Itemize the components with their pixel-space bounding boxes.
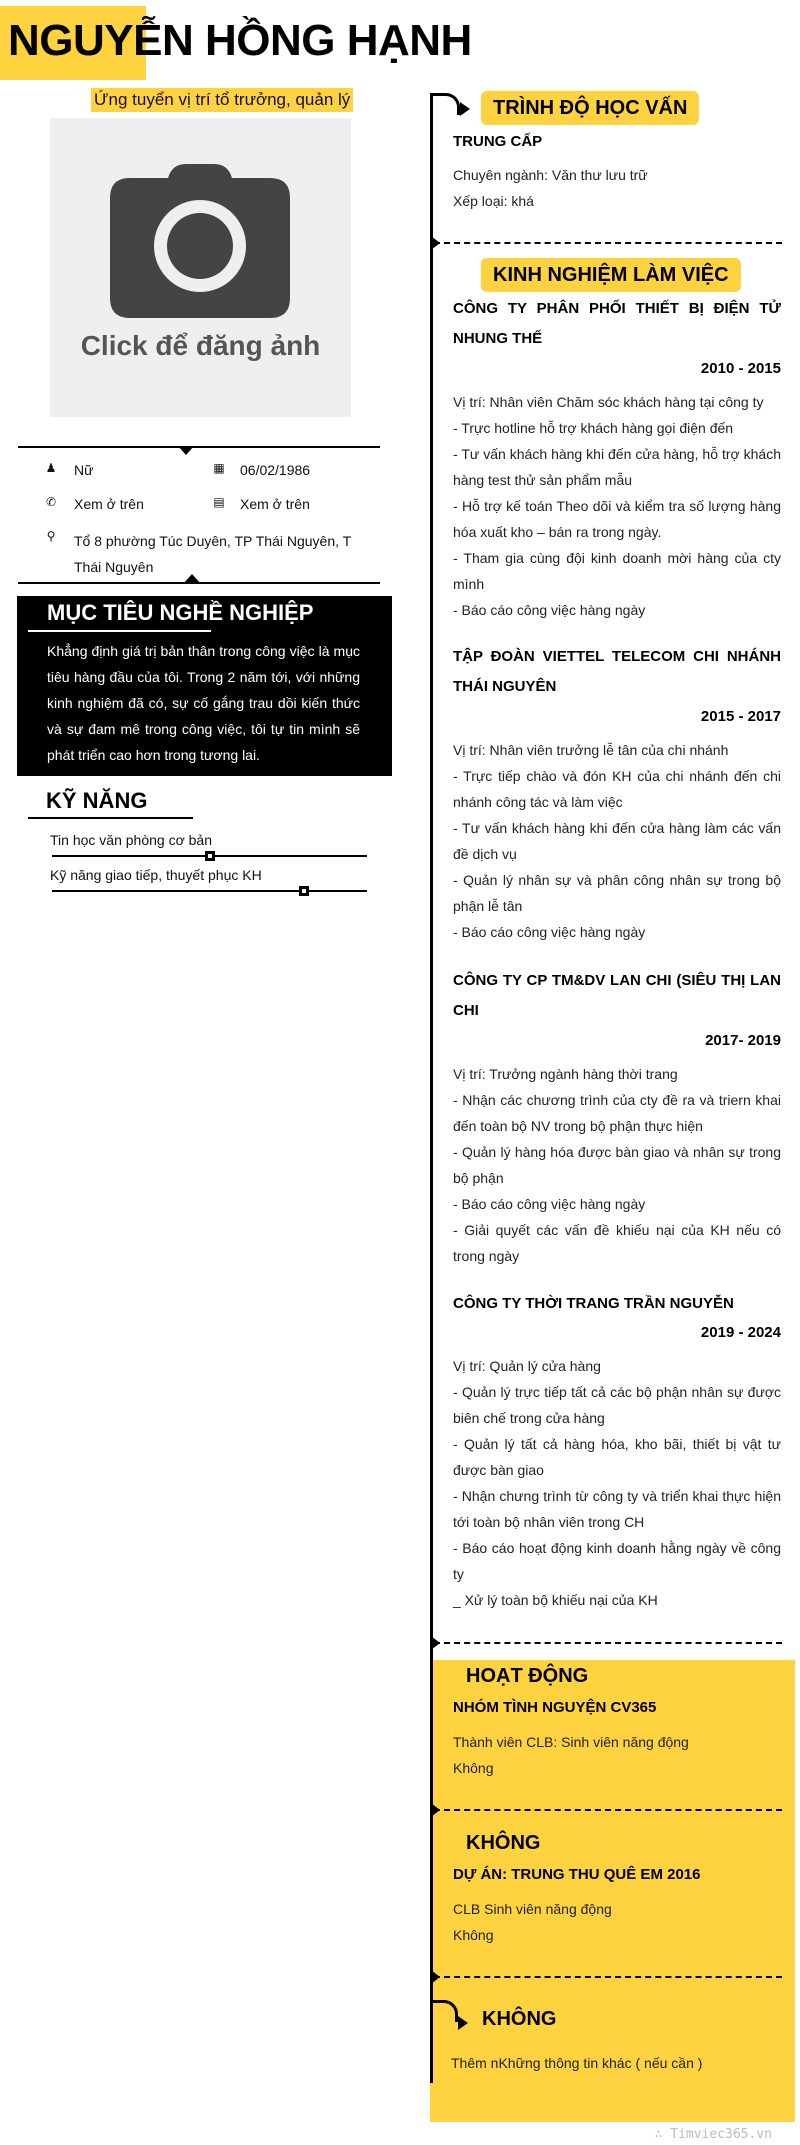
job-description	[453, 389, 781, 623]
photo-upload[interactable]	[50, 118, 351, 417]
activities-note: Không	[453, 1760, 494, 1776]
skills-underline	[28, 817, 193, 819]
job-description-line: _ Xử lý toàn bộ khiếu nại của KH	[453, 1592, 658, 1608]
gender-value: Nữ	[74, 462, 94, 478]
timeline-line	[430, 93, 433, 2083]
projects-title: KHÔNG	[466, 1832, 541, 1854]
job-description-line: - Tư vấn khách hàng khi đến cửa hàng làm các vấn đề dịch vụ	[453, 820, 781, 862]
skill-bar	[52, 890, 367, 892]
camera-icon	[110, 158, 290, 318]
job-description-line: Vị trí: Nhân viên trưởng lễ tân của chi nhánh	[453, 742, 729, 758]
projects-role: CLB Sinh viên năng động	[453, 1901, 612, 1917]
skill-name: Kỹ năng giao tiếp, thuyết phục KH	[50, 867, 262, 883]
applied-position: Ứng tuyển vị trí tổ trưởng, quản lý	[91, 88, 353, 112]
career-objective-underline	[28, 630, 211, 632]
job-description-line: - Quản lý nhân sự và phân công nhân sự trong bộ phận lễ tân	[453, 872, 781, 914]
timeline-arrow-top	[430, 93, 460, 115]
calendar-icon: ▦	[213, 461, 225, 475]
section-divider	[434, 242, 782, 244]
career-objective-section	[17, 596, 392, 776]
section-divider	[434, 1976, 782, 1978]
job-description-line: - Quản lý trực tiếp tất cả các bộ phận nhân sự được biên chế trong cửa hàng	[453, 1384, 781, 1426]
job-period: 2010 - 2015	[700, 360, 781, 377]
candidate-name: NGUYỄN HỒNG HẠNH	[8, 16, 472, 65]
job-description-line: - Nhận chưng trình từ công ty và triển khai thực hiện tới toàn bộ nhân viên trong CH	[453, 1488, 781, 1530]
info-top-divider	[18, 446, 380, 448]
education-school: TRUNG CẤP	[453, 133, 543, 150]
job-description-line: - Quản lý hàng hóa được bàn giao và nhân sự trong bộ phận	[453, 1144, 781, 1186]
job-period: 2015 - 2017	[700, 708, 781, 725]
timeline-arrow-bottom	[430, 2000, 458, 2022]
skill-level-knob	[299, 886, 309, 896]
section-divider	[434, 1642, 782, 1644]
job-description	[453, 737, 781, 945]
job-description-line: - Trực tiếp chào và đón KH của chi nhánh đến chi nhánh công tác và làm việc	[453, 768, 781, 810]
job-period: 2017- 2019	[705, 1032, 781, 1049]
section-divider	[434, 1809, 782, 1811]
job-description-line: Vị trí: Quản lý cửa hàng	[453, 1358, 601, 1374]
others-text: Thêm nKhững thông tin khác ( nếu cần )	[451, 2055, 703, 2071]
education-title: TRÌNH ĐỘ HỌC VẤN	[481, 91, 699, 125]
info-bottom-divider	[18, 582, 380, 584]
activities-title: HOẠT ĐỘNG	[466, 1665, 589, 1687]
job-company: CÔNG TY THỜI TRANG TRẦN NGUYỄN	[453, 1295, 734, 1312]
skill-level-knob	[205, 851, 215, 861]
job-description-line: Vị trí: Nhân viên Chăm sóc khách hàng tại công ty	[453, 394, 764, 410]
skills-title: KỸ NĂNG	[46, 788, 148, 813]
birthday-value: 06/02/1986	[240, 462, 311, 478]
job-description-line: - Nhận các chương trình của cty đề ra và triern khai đến toàn bộ NV trong bộ phận thực hiện	[453, 1092, 781, 1134]
job-description	[453, 1061, 781, 1269]
job-company: CÔNG TY CP TM&DV LAN CHI (SIÊU THỊ LAN CHI	[453, 972, 781, 1019]
arrowhead-icon	[458, 2016, 468, 2030]
job-description	[453, 1353, 781, 1613]
activities-role: Thành viên CLB: Sinh viên năng động	[453, 1734, 689, 1750]
job-description-line: - Báo cáo công việc hàng ngày	[453, 602, 646, 618]
location-icon: ⚲	[46, 529, 56, 543]
activities-org: NHÓM TÌNH NGUYỆN CV365	[453, 1699, 657, 1716]
address-value: Tổ 8 phường Túc Duyên, TP Thái Nguyên, T Thái Nguyên	[74, 533, 351, 575]
photo-upload-label: Click để đăng ảnh	[80, 330, 321, 361]
career-objective-text: Khẳng định giá trị bản thân trong công việc là mục tiêu hàng đầu của tôi. Trong 2 năm tới, với những kinh nghiệm đã có, sự cố gắng trau dồi kiến thức và sự đam mê trong công việc, tôi tự tin mình sẽ phát triển cao hơn trong tương lai.	[47, 643, 360, 763]
education-major: Chuyên ngành: Văn thư lưu trữ	[453, 167, 648, 183]
job-company: CÔNG TY PHÂN PHỐI THIẾT BỊ ĐIỆN TỬ NHUNG THẾ	[453, 300, 781, 347]
watermark: ∴ Timviec365.vn	[654, 2127, 772, 2142]
job-description-line: - Tham gia cùng đội kinh doanh mời hàng của cty mình	[453, 550, 781, 592]
phone-icon: ✆	[45, 495, 57, 509]
job-description-line: - Báo cáo hoạt động kinh doanh hằng ngày về công ty	[453, 1540, 781, 1582]
job-description-line: - Giải quyết các vấn đề khiếu nại của KH nếu có trong ngày	[453, 1222, 781, 1264]
job-description-line: - Quản lý tất cả hàng hóa, kho bãi, thiết bị vật tư được bàn giao	[453, 1436, 781, 1478]
job-description-line: - Hỗ trợ kế toán Theo dõi và kiểm tra số lượng hàng hóa xuất kho – bán ra trong ngày.	[453, 498, 781, 540]
job-description-line: - Báo cáo công việc hàng ngày	[453, 1196, 646, 1212]
education-grade: Xếp loại: khá	[453, 193, 534, 209]
job-description-line: - Trực hotline hỗ trợ khách hàng gọi điện đến	[453, 420, 734, 436]
skill-name: Tin học văn phòng cơ bản	[50, 832, 212, 848]
others-title: KHÔNG	[482, 2008, 557, 2030]
job-period: 2019 - 2024	[700, 1324, 781, 1341]
phone-value: Xem ở trên	[74, 496, 144, 512]
projects-org: DỰ ÁN: TRUNG THU QUÊ EM 2016	[453, 1866, 701, 1883]
experience-title: KINH NGHIỆM LÀM VIỆC	[481, 258, 741, 292]
job-description-line: - Báo cáo công việc hàng ngày	[453, 924, 646, 940]
career-objective-title: MỤC TIÊU NGHỀ NGHIỆP	[47, 600, 314, 625]
arrowhead-icon	[460, 102, 470, 116]
job-description-line: Vị trí: Trưởng ngành hàng thời trang	[453, 1066, 678, 1082]
job-description-line: - Tư vấn khách hàng khi đến cửa hàng, hỗ trợ khách hàng test thử sản phẩm mẫu	[453, 446, 781, 488]
job-company: TẬP ĐOÀN VIETTEL TELECOM CHI NHÁNH THÁI NGUYÊN	[453, 648, 781, 695]
gender-icon: ♟	[45, 461, 57, 475]
projects-note: Không	[453, 1927, 494, 1943]
email-icon: ▤	[213, 495, 225, 509]
email-value: Xem ở trên	[240, 496, 310, 512]
info-top-marker	[178, 446, 194, 455]
